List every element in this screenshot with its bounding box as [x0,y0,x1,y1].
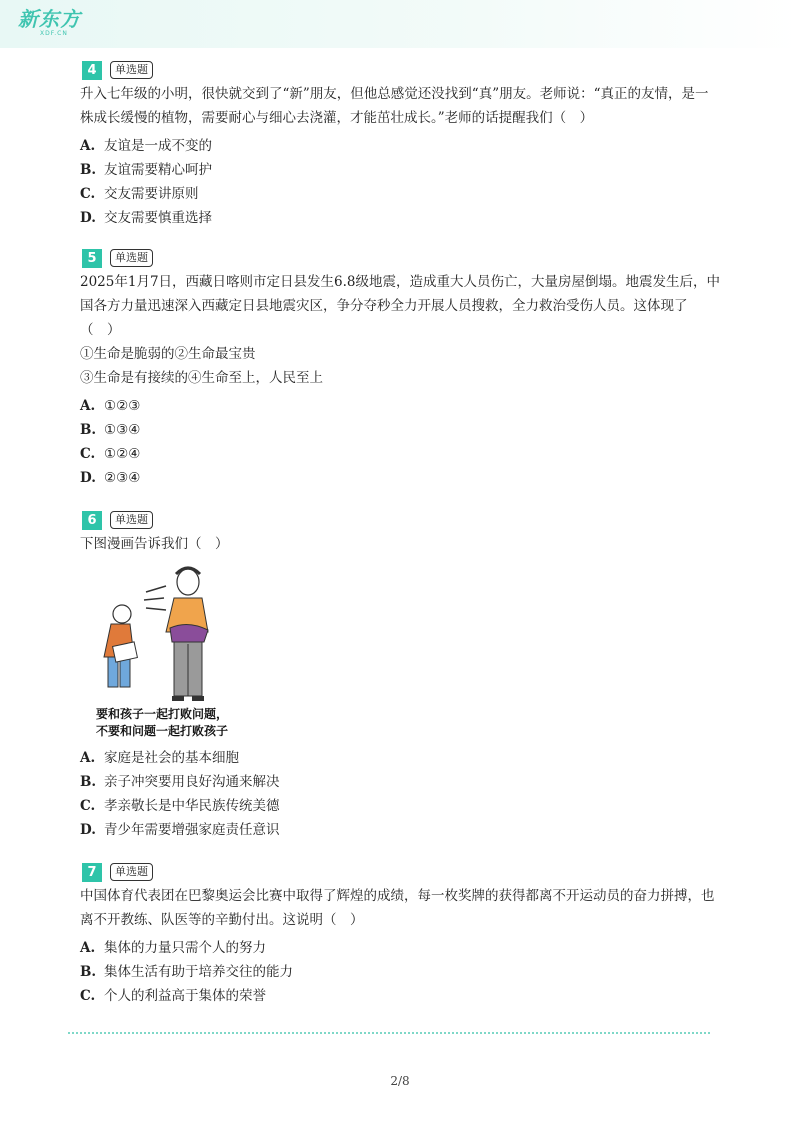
question-7 [80,862,720,1008]
page-number: 2/8 [390,1074,410,1088]
option-label: B. [80,774,97,790]
question-number-badge: 7 [82,863,102,882]
option-label: B. [80,422,97,438]
question-6 [80,510,720,842]
option-a[interactable] [80,746,720,770]
comic-caption-line: 不要和问题一起打败孩子 [96,724,229,738]
option-text: 集体的力量只需个人的努力 [104,940,266,956]
comic-drawing [84,562,264,707]
logo-text: 新东方 [18,7,81,31]
footer-divider [68,1032,710,1034]
statement-line: ③生命是有接续的④生命至上，人民至上 [80,370,323,386]
statement-line: ①生命是脆弱的②生命最宝贵 [80,346,256,362]
option-label: B. [80,964,97,980]
option-d[interactable] [80,818,720,842]
question-stem: 2025年1月7日，西藏日喀则市定日县发生6.8级地震，造成重大人员伤亡，大量房屋倒塌。地震发生后，中国各方力量迅速深入西藏定日县地震灾区，争分夺秒全力开展人员搜救，全力救治受伤人员。这体现了（ ） [80,274,721,338]
comic-caption-line: 要和孩子一起打败问题， [96,707,229,721]
option-text: 青少年需要增强家庭责任意识 [104,822,280,838]
question-stem: 下图漫画告诉我们（ ） [80,536,229,552]
option-label: A. [80,750,96,766]
question-type-tag: 单选题 [110,511,153,529]
option-label: A. [80,398,96,414]
option-a[interactable] [80,936,720,960]
xdf-logo [18,8,88,44]
option-label: A. [80,138,96,154]
option-label: B. [80,162,97,178]
option-c[interactable] [80,984,720,1008]
option-a[interactable] [80,134,720,158]
option-c[interactable] [80,442,720,466]
option-d[interactable] [80,206,720,230]
question-5 [80,248,720,490]
question-header [80,248,720,268]
option-text: ①②④ [104,446,141,462]
question-stem: 升入七年级的小明，很快就交到了“新”朋友，但他总感觉还没找到“真”朋友。老师说：“真正的友情，是一株成长缓慢的植物，需要耐心与细心去浇灌，才能茁壮成长。”老师的话提醒我们（ ） [80,86,709,126]
option-label: D. [80,470,96,486]
option-text: 集体生活有助于培养交往的能力 [104,964,293,980]
option-text: 孝亲敬长是中华民族传统美德 [104,798,280,814]
option-text: 个人的利益高于集体的荣誉 [104,988,266,1004]
option-a[interactable] [80,394,720,418]
option-text: ①②③ [104,398,141,414]
option-text: ②③④ [104,470,141,486]
option-text: 家庭是社会的基本细胞 [104,750,239,766]
option-c[interactable] [80,182,720,206]
option-text: 亲子冲突要用良好沟通来解决 [104,774,280,790]
question-type-tag: 单选题 [110,249,153,267]
question-header [80,510,720,530]
option-text: 友谊是一成不变的 [104,138,212,154]
option-label: D. [80,822,96,838]
option-text: 友谊需要精心呵护 [104,162,212,178]
option-label: C. [80,988,96,1004]
question-4 [80,60,720,230]
option-text: ①③④ [104,422,141,438]
logo-subtext: XDF.CN [40,30,68,37]
option-text: 交友需要讲原则 [104,186,199,202]
option-b[interactable] [80,158,720,182]
option-label: C. [80,798,96,814]
option-d[interactable] [80,466,720,490]
option-c[interactable] [80,794,720,818]
comic-caption [96,706,228,740]
question-number-badge: 5 [82,249,102,268]
option-label: C. [80,186,96,202]
question-type-tag: 单选题 [110,61,153,79]
option-label: A. [80,940,96,956]
question-header [80,862,720,882]
option-label: C. [80,446,96,462]
question-stem: 中国体育代表团在巴黎奥运会比赛中取得了辉煌的成绩，每一枚奖牌的获得都离不开运动员的奋力拼搏，也离不开教练、队医等的辛勤付出。这说明（ ） [80,888,715,928]
option-label: D. [80,210,96,226]
question-header [80,60,720,80]
question-number-badge: 4 [82,61,102,80]
question-number-badge: 6 [82,511,102,530]
option-b[interactable] [80,770,720,794]
option-b[interactable] [80,418,720,442]
option-b[interactable] [80,960,720,984]
comic-illustration [84,562,264,742]
header-banner [0,0,800,48]
question-type-tag: 单选题 [110,863,153,881]
option-text: 交友需要慎重选择 [104,210,212,226]
